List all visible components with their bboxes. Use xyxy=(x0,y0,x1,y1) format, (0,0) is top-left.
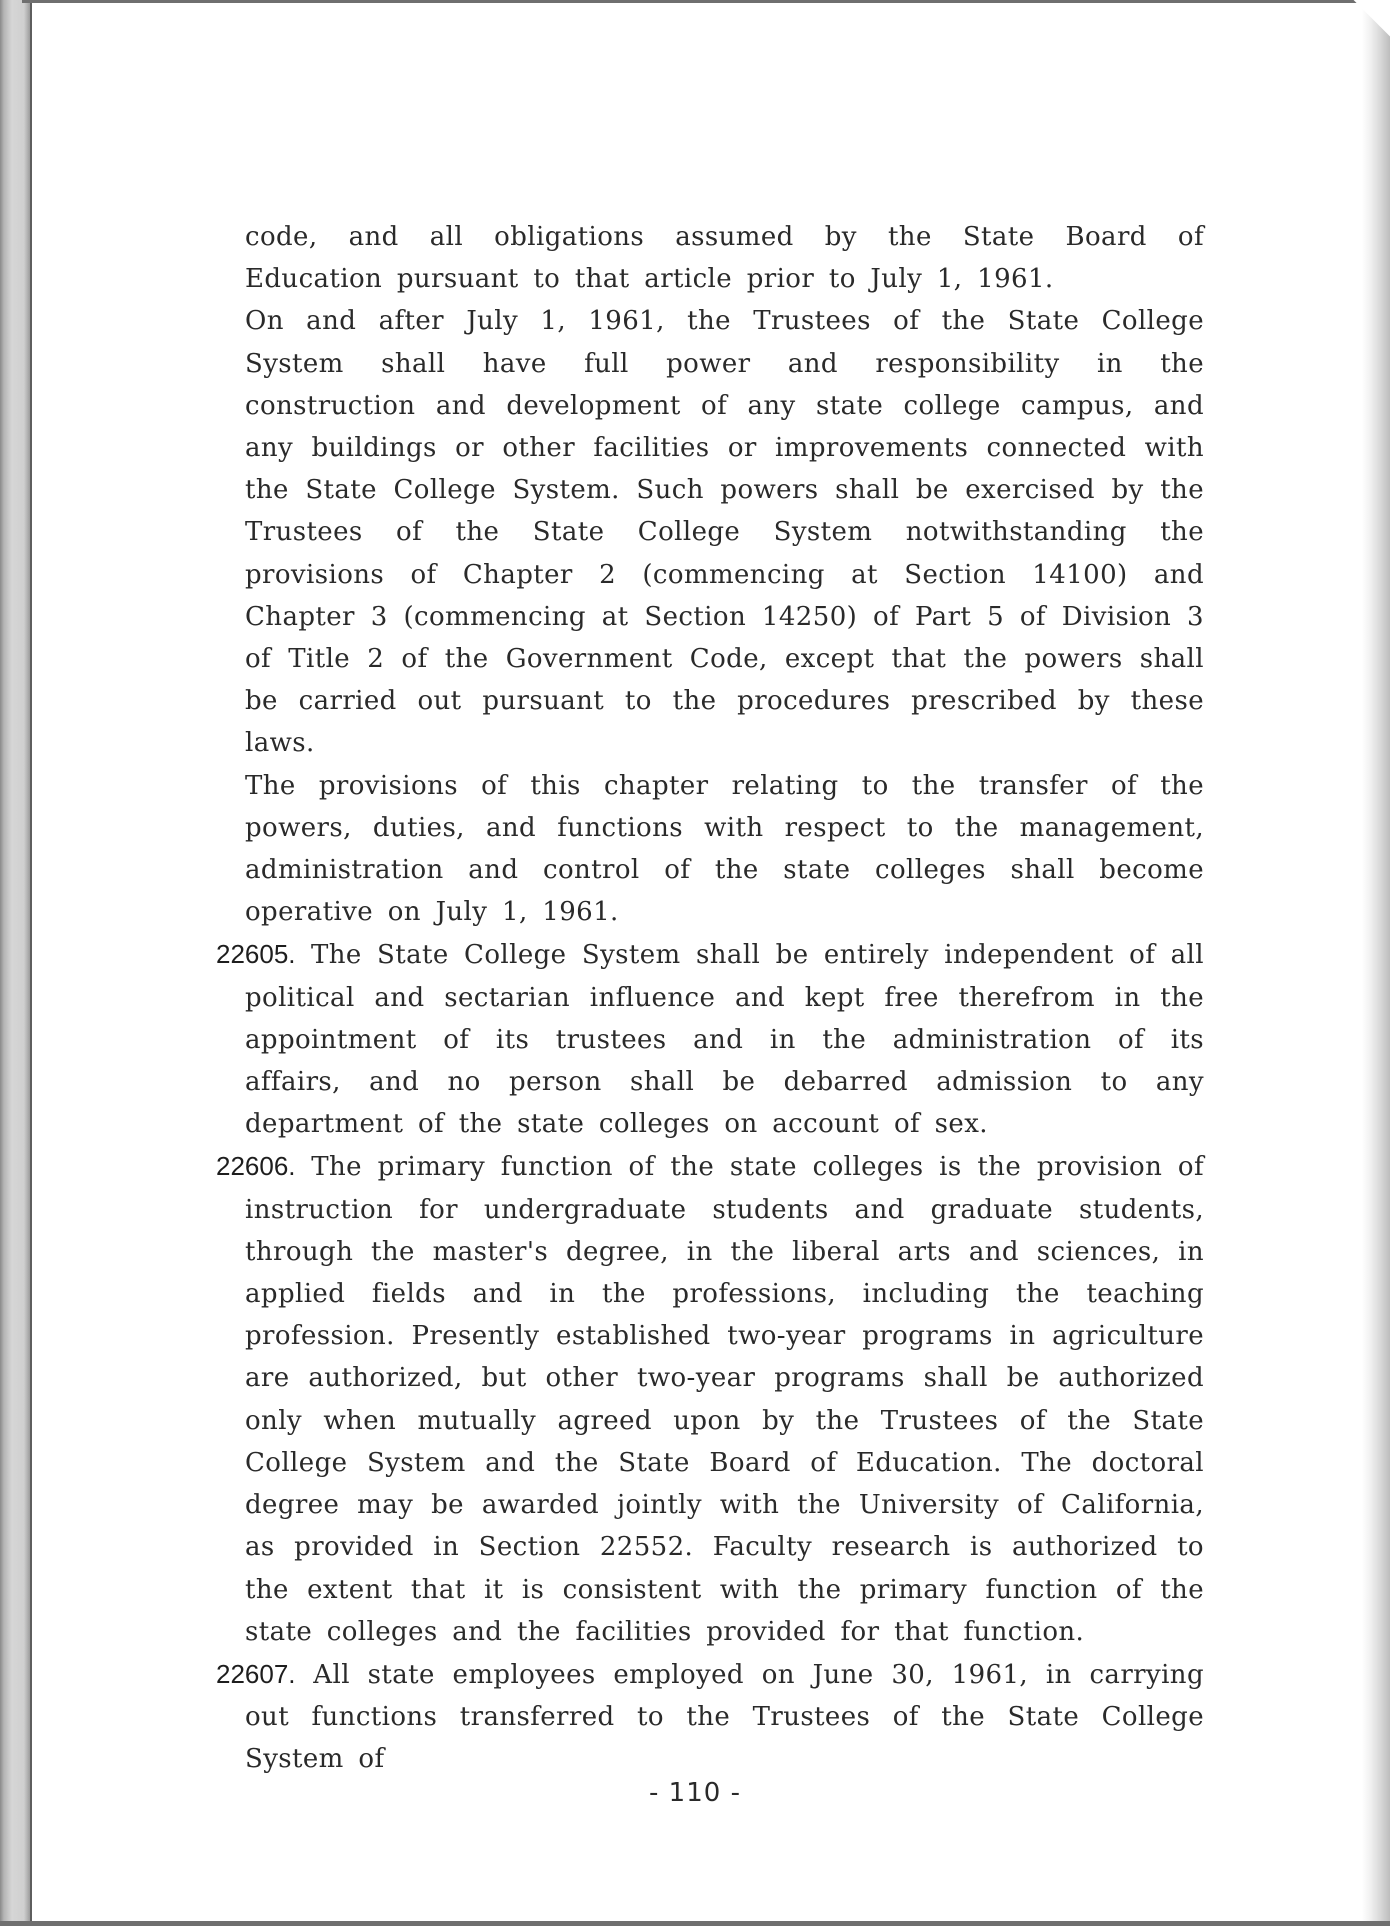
page-left-edge xyxy=(30,0,32,1926)
section-22606 xyxy=(216,1145,1204,1652)
section-22607 xyxy=(216,1653,1204,1781)
page-left-binding xyxy=(0,0,30,1926)
section-number: 22607. xyxy=(216,1658,296,1689)
section-text: The primary function of the state colleges is the provision of instruction for undergraduate students and graduate students, through the master's degree, in the liberal arts and sciences, in applied fields and in the professions, including the teaching profession. Presently established two-year programs in agriculture are authorized, but other two-year programs shall be authorized only when mutually agreed upon by the Trustees of the State College System and the State Board of Education. The doctoral degree may be awarded jointly with the University of California, as provided in Section 22552. Faculty research is authorized to the extent that it is consistent with the primary function of the state colleges and the facilities provided for that function. xyxy=(245,1152,1204,1647)
page-top-border xyxy=(22,0,1362,3)
page-right-shadow xyxy=(1362,0,1390,1926)
paragraph-continuation: code, and all obligations assumed by the State Board of Education pursuant to that article prior to July 1, 1961. xyxy=(245,222,1204,295)
section-text: The State College System shall be entirely independent of all political and sectarian influence and kept free therefrom in the appointment of its trustees and in the administration of its affairs, and no person shall be debarred admission to any department of the state colleges on account of sex. xyxy=(245,940,1204,1140)
paragraph-operative-date: The provisions of this chapter relating to the transfer of the powers, duties, and functions with respect to the management, administration and control of the state colleges shall become operative on July 1, 1961. xyxy=(245,770,1204,928)
page-bottom-border xyxy=(0,1921,1390,1926)
page-corner xyxy=(1350,0,1390,40)
section-22605 xyxy=(216,933,1204,1145)
page-body xyxy=(216,216,1204,1781)
paragraph-construction-powers: On and after July 1, 1961, the Trustees of the State College System shall have full power and responsibility in the construction and development of any state college campus, and any buildings or other facilities or improvements connected with the State College System. Such powers shall be exercised by the Trustees of the State College System notwithstanding the provisions of Chapter 2 (commencing at Section 14100) and Chapter 3 (commencing at Section 14250) of Part 5 of Division 3 of Title 2 of the Government Code, except that the powers shall be carried out pursuant to the procedures prescribed by these laws. xyxy=(245,306,1204,759)
section-number: 22606. xyxy=(216,1151,296,1182)
section-text: All state employees employed on June 30, 1961, in carrying out functions transferred to the Trustees of the State College System of xyxy=(245,1659,1204,1775)
section-number: 22605. xyxy=(216,939,296,970)
page-number: - 110 - xyxy=(649,1778,741,1808)
